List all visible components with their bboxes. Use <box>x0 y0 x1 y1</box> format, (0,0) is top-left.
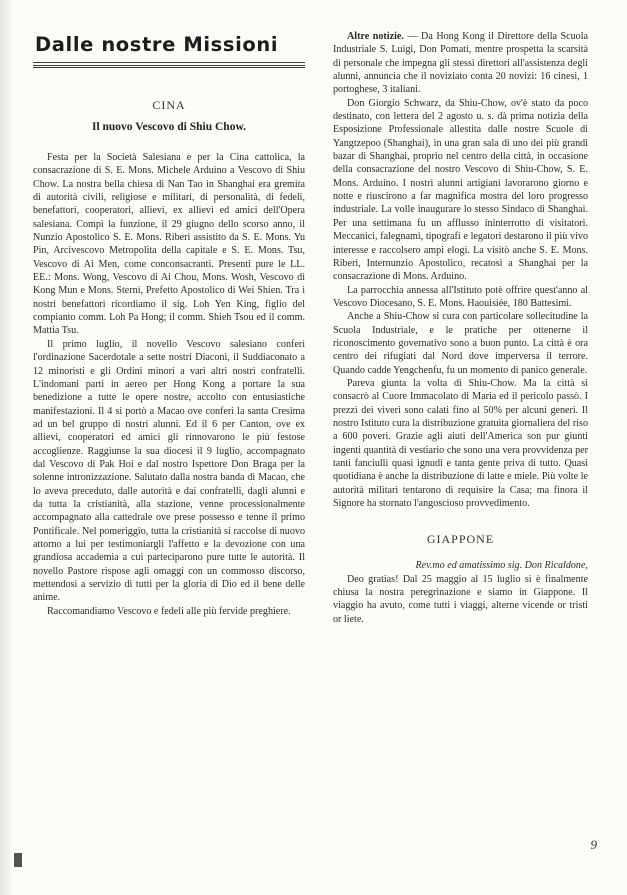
margin-mark <box>14 853 22 867</box>
article-paragraph: La parrocchia annessa all'Istituto potè offrire quest'anno al Vescovo Diocesano, S. E. Mons. Haouisiée, 180 Battesimi. <box>333 284 588 309</box>
article-paragraph: Don Giorgio Schwarz, da Shiu-Chow, ov'è stato da poco destinato, con lettera del 2 agosto u. s. dà prima notizia della Esposizione Professionale allestita dalle nostre Scuole di Yangtzepoo (Shanghai), in una gran sala di uno dei più grandi bazar di Shanghai, proprio nel centro della città, in occasione della consacrazione del nostro Vescovo di Shiu-Chow, S. E. Mons. Arduino. I nostri alunni artigiani lavorarono giorno e notte e riuscirono a far magnifica mostra del loro progresso industriale. La volle inaugurare lo stesso Sindaco di Shanghai. Per una settimana fu un afflusso ininterrotto di visitatori. Meccanici, falegnami, tipografi e legatori destarono il più vivo interesse e raccolsero ampi elogi. La visitò anche S. E. Mons. Riberi, Internunzio Apostolico, recatosi a Shanghai per la consacrazione di Mons. Arduino. <box>333 97 588 283</box>
article-paragraph: Raccomandiamo Vescovo e fedeli alle più fervide preghiere. <box>47 605 291 617</box>
article-paragraph: Il primo luglio, il novello Vescovo salesiano conferì l'ordinazione Sacerdotale a sette nostri Diaconi, il Suddiaconato a 12 minoristi e gli Ordini minori a vari altri nostri confratelli. L'indomani parti in aereo per Hong Kong a portare la sua benedizione a tutte le opere nostre, accolto con entusiastiche manifestazioni. Il 4 si portò a Macao ove conferì la santa Cresima ad un bel gruppo di nostri alunni. Ed il 6 per Canton, ove ex allievi, cooperatori ed amici gli rinnovarono le più festose accoglienze. Raggiunse la sua diocesi il 9 luglio, accompagnato dal Vescovo di Pak Hoi e dal nostro Ispettore Don Braga per la solenne intronizzazione. Salutato dalla nostra banda di Macao, che lo aveva preceduto, dalle autorità e dai confratelli, dagli alunni e da tutta la cristianità, alla stazione, venne processionalmente accompagnato alla cattedrale ove prese possesso e tenne il primo Pontificale. Nel pomeriggio, tutta la cristianità si raccolse di nuovo attorno a lui per testimoniargli l'affetto e la devozione con una grandiosa accademia a cui parteciparono pure tutte le autorità. Il novello Pastore rispose agli omaggi con un commosso discorso, mettendosi a servizio di tutti per la gloria di Dio ed il bene delle anime. <box>33 338 305 604</box>
masthead-title: Dalle nostre Missioni <box>35 33 279 56</box>
article-paragraph: Pareva giunta la volta di Shiu-Chow. Ma la città si consacrò al Cuore Immacolato di Maria ed il pericolo passò. I prezzi dei viveri sono calati fino al 50% per alcuni generi. Il nostro Istituto cura la distribuzione gratuita giornaliera del riso a 600 poveri. Grazie agli aiuti dell'America son pur giunti ingenti quantità di vestiario che sono una vera provvidenza per tanti fanciulli quasi ignudi e tanta gente priva di tutto. Quasi quotidiana è anche la distribuzione di latte e miele. Più volte le autorità militari tentarono di requisire la Casa; ma finora il Signore ha stornato l'angoscioso provvedimento. <box>333 377 588 510</box>
altre-notizie-first-text: — Da Hong Kong il Direttore della Scuola Industriale S. Luigi, Don Pomati, mentre prospetta la scarsità di personale che impegna gli stessi direttori all'assistenza degli alunni, annuncia che il noviziato conta 20 novizi: 16 cinesi, 1 portoghese, 3 italiani. <box>333 31 588 96</box>
altre-notizie-lead: Altre notizie. <box>347 31 404 42</box>
masthead-rule-top <box>33 62 305 63</box>
page-number: 9 <box>590 837 597 852</box>
right-column <box>333 0 588 626</box>
binding-shadow <box>0 0 11 895</box>
masthead-rule-bottom <box>33 65 305 68</box>
left-column <box>33 0 305 618</box>
section-heading-giappone: GIAPPONE <box>426 532 495 547</box>
article-subtitle: Il nuovo Vescovo di Shiu Chow. <box>91 121 247 133</box>
altre-notizie-paragraph <box>333 30 588 97</box>
section-heading-cina: CINA <box>152 98 186 112</box>
article-paragraph: Anche a Shiu-Chow si cura con particolare sollecitudine la Scuola Industriale, e le pratiche per ottenerne il riconoscimento governativo sono a buon punto. La città è ora centro dei rifugiati dal Nord dove imperversa il terrore. Quando cadde Yengchenfu, fu un momento di panico generale. <box>333 311 588 376</box>
letter-paragraph: Deo gratias! Dal 25 maggio al 15 luglio si è finalmente chiusa la nostra peregrinazione e siamo in Giappone. Il viaggio ha avuto, come tutti i viaggi, alterne vicende or tristi or liete. <box>333 573 588 625</box>
article-paragraph: Festa per la Società Salesiana e per la Cina cattolica, la consacrazione di S. E. Mons. Michele Arduino a Vescovo di Shiu Chow. La nostra bella chiesa di Nan Tao in Shanghai era gremita di autorità civili, religiose e militari, di personalità, di fedeli, benefattori, cooperatori, allievi, ex allievi ed amici dell'Opera salesiana. Compì la funzione, il 29 giugno dello scorso anno, il Nunzio Apostolico S. E. Mons. Riberi assistito da S. E. Mons. Yu Pin, Arcivescovo Metropolita della capitale e S. E. Mons. Tsu, Vescovo di Ai Men, come conconsacranti. Presenti pure le LL. EE.: Mons. Wong, Vescovo di Ai Chou, Mons. Wosh, Vescovo di Kong Mun e Mons. Sterni, Prefetto Apostolico di Wei Shien. Tra i nostri benefattori ricordiamo il sig. Loh Yen King, figlio del compianto comm. Loh Pa Hong; il comm. Shieh Tsou ed il comm. Mattia Tsu. <box>33 152 305 337</box>
letter-salutation: Rev.mo ed amatissimo sig. Don Ricaldone, <box>415 560 588 572</box>
